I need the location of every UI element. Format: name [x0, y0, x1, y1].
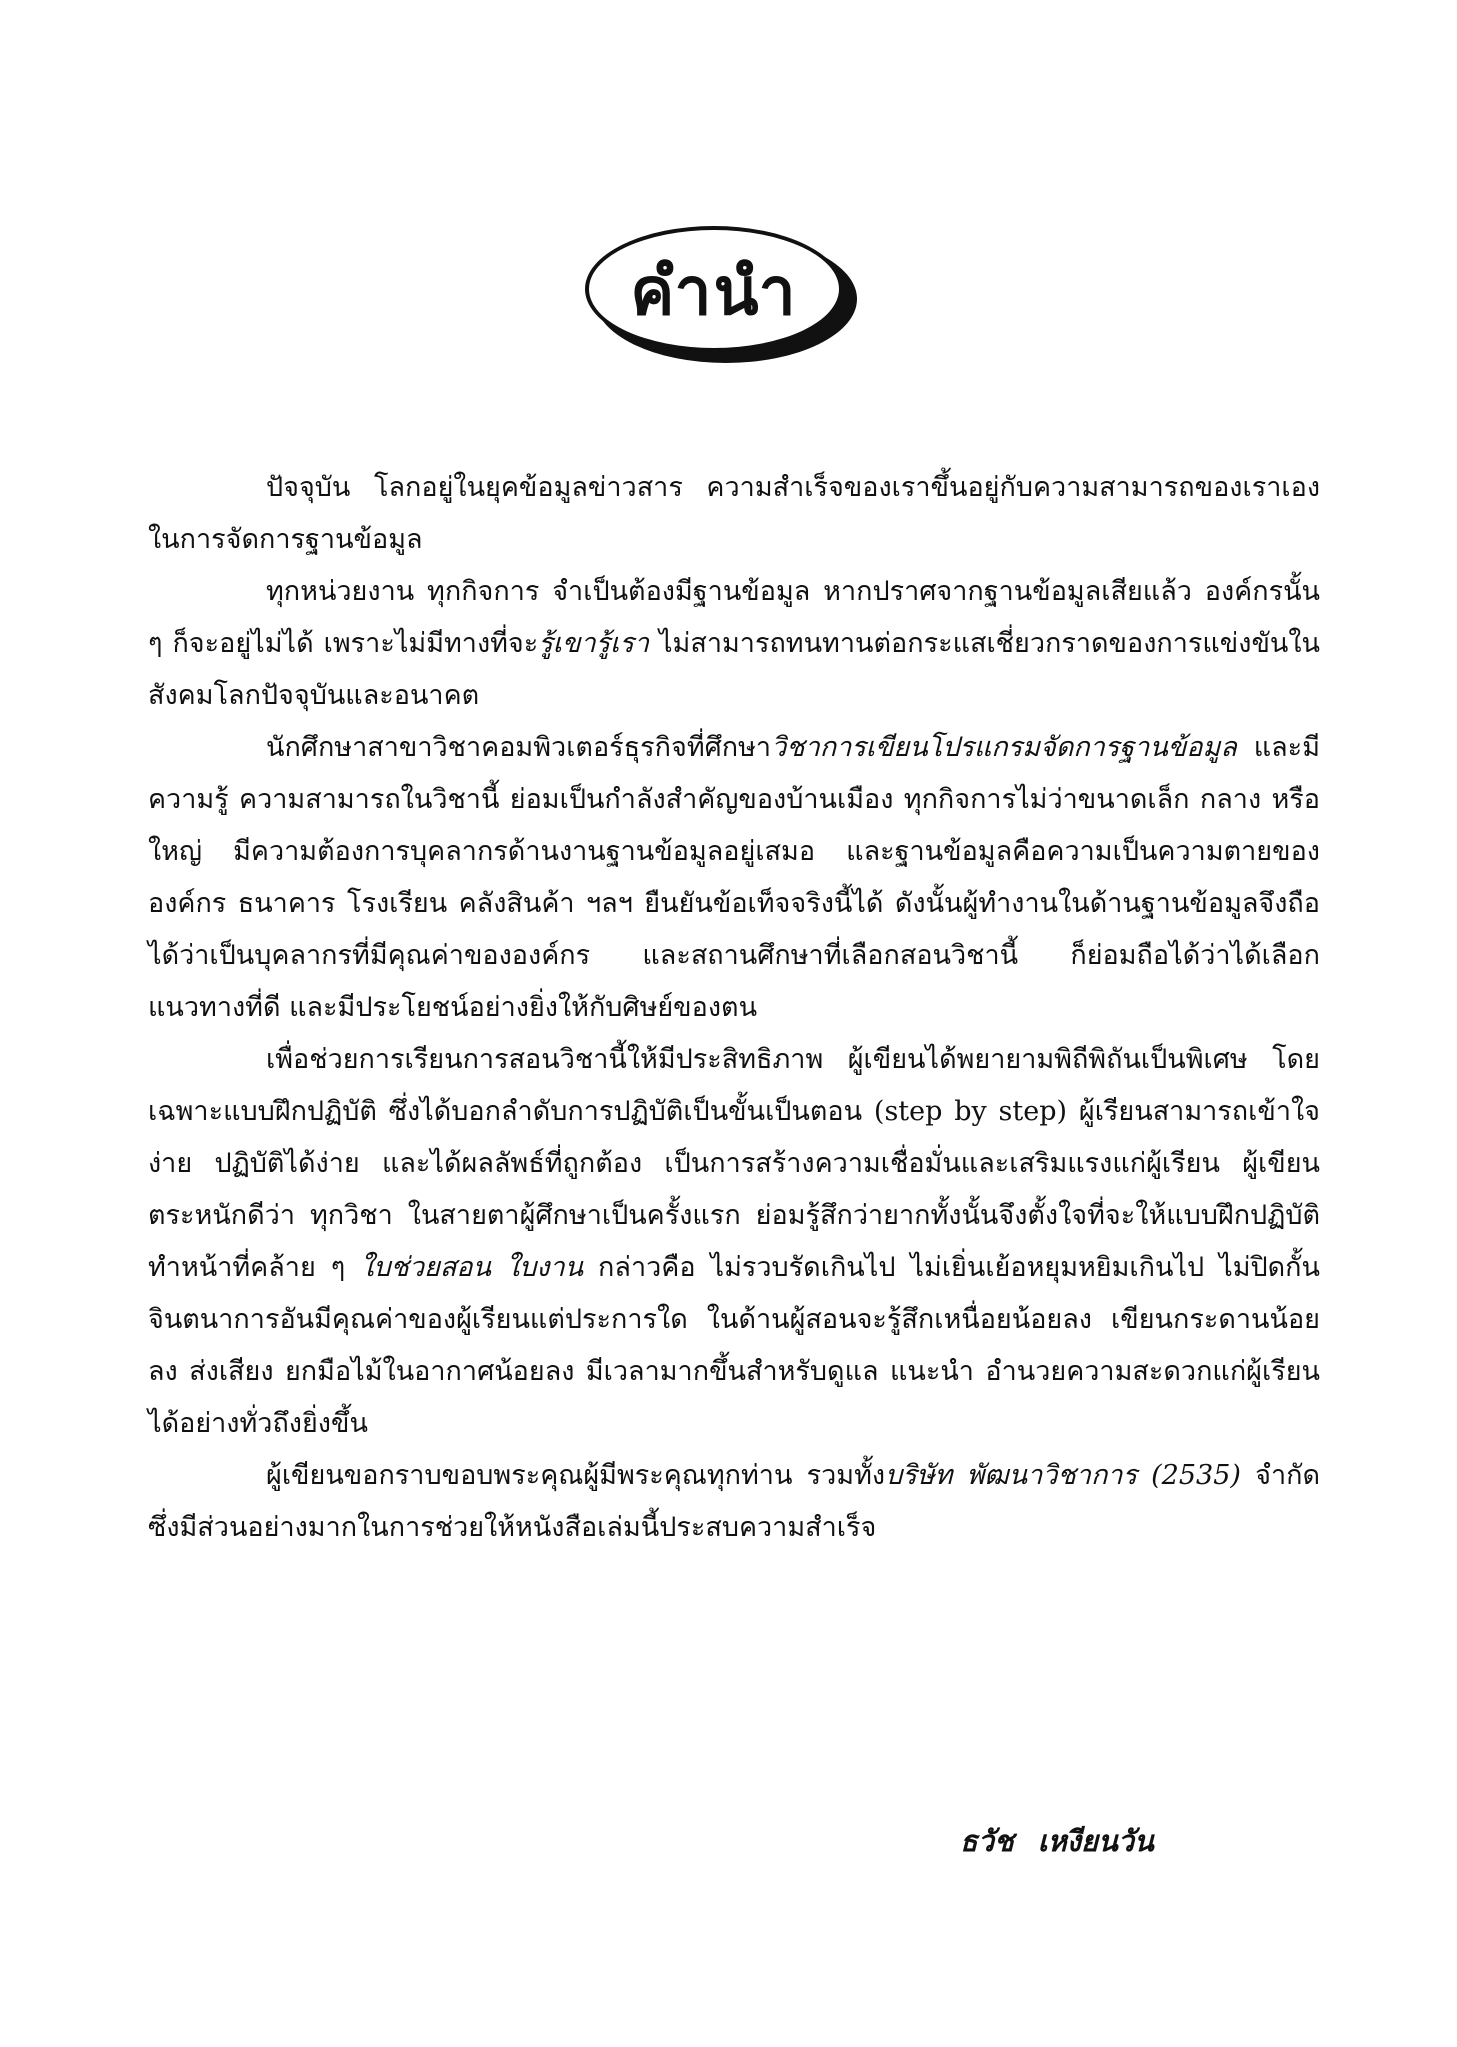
paragraph-text: ทุกหน่วยงาน ทุกกิจการ จำเป็นต้องมีฐานข้อมูล หากปราศจากฐานข้อมูลเสียแล้ว องค์กรนั้น ๆ ก็จะอยู่ไม่ได้ เพราะไม่มีทางที่จะ [148, 576, 1320, 659]
emphasized-text: ใบช่วยสอน ใบงาน [360, 1252, 584, 1283]
emphasized-text: วิชาการเขียนโปรแกรมจัดการฐานข้อมูล [771, 732, 1237, 763]
paragraph-text: เพื่อช่วยการเรียนการสอนวิชานี้ให้มีประสิทธิภาพ ผู้เขียนได้พยายามพิถีพิถันเป็นพิเศษ โดยเฉพาะแบบฝึกปฏิบัติ ซึ่งได้บอกลำดับการปฏิบัติเป็นขั้นเป็นตอน (step by step) ผู้เรียนสามารถเข้าใจง่าย ปฏิบัติได้ง่าย และได้ผลลัพธ์ที่ถูกต้อง เป็นการสร้างความเชื่อมั่นและเสริมแรงแก่ผู้เรียน ผู้เขียนตระหนักดีว่า ทุกวิชา ในสายตาผู้ศึกษาเป็นครั้งแรก ย่อมรู้สึกว่ายากทั้งนั้นจึงตั้งใจที่จะให้แบบฝึกปฏิบัติทำหน้าที่คล้าย ๆ [148, 1044, 1320, 1283]
paragraph-text: นักศึกษาสาขาวิชาคอมพิวเตอร์ธุรกิจที่ศึกษา [266, 732, 772, 763]
paragraph-text: ไม่สามารถทนทานต่อกระแสเชี่ยวกราดของการแข่งขันในสังคมโลกปัจจุบันและอนาคต [148, 628, 1321, 711]
emphasized-text: บริษัท พัฒนาวิชาการ (2535) [885, 1460, 1241, 1491]
paragraph-3 [148, 722, 1320, 1034]
paragraph-text: กล่าวคือ ไม่รวบรัดเกินไป ไม่เยิ่นเย้อหยุมหยิมเกินไป ไม่ปิดกั้นจินตนาการอันมีคุณค่าของผู้เรียนแต่ประการใด ในด้านผู้สอนจะรู้สึกเหนื่อยน้อยลง เขียนกระดานน้อยลง ส่งเสียง ยกมือไม้ในอากาศน้อยลง มีเวลามากขึ้นสำหรับดูแล แนะนำ อำนวยความสะดวกแก่ผู้เรียนได้อย่างทั่วถึงยิ่งขึ้น [148, 1252, 1320, 1439]
paragraph-5 [148, 1450, 1320, 1554]
paragraph-text: ผู้เขียนขอกราบขอบพระคุณผู้มีพระคุณทุกท่าน รวมทั้ง [266, 1460, 886, 1491]
title-oval [585, 226, 843, 352]
paragraph-text: จำกัด ซึ่งมีส่วนอย่างมากในการช่วยให้หนังสือเล่มนี้ประสบความสำเร็จ [148, 1460, 1320, 1543]
title-emblem [585, 226, 865, 368]
author-signature: ธวัช เหงียนวัน [960, 1824, 1154, 1858]
paragraph-text: ปัจจุบัน โลกอยู่ในยุคข้อมูลข่าวสาร ความสำเร็จของเราขึ้นอยู่กับความสามารถของเราเอง ในการจัดการฐานข้อมูล [148, 472, 1320, 555]
preface-body [148, 462, 1320, 1554]
paragraph-1 [148, 462, 1320, 566]
paragraph-2 [148, 566, 1320, 722]
page-title: คำนำ [630, 253, 798, 330]
emphasized-text: รู้เขารู้เรา [538, 628, 650, 659]
paragraph-text: และมีความรู้ ความสามารถในวิชานี้ ย่อมเป็นกำลังสำคัญของบ้านเมือง ทุกกิจการไม่ว่าขนาดเล็ก กลาง หรือใหญ่ มีความต้องการบุคลากรด้านงานฐานข้อมูลอยู่เสมอ และฐานข้อมูลคือความเป็นความตายขององค์กร ธนาคาร โรงเรียน คลังสินค้า ฯลฯ ยืนยันข้อเท็จจริงนี้ได้ ดังนั้นผู้ทำงานในด้านฐานข้อมูลจึงถือได้ว่าเป็นบุคลากรที่มีคุณค่าขององค์กร และสถานศึกษาที่เลือกสอนวิชานี้ ก็ย่อมถือได้ว่าได้เลือกแนวทางที่ดี และมีประโยชน์อย่างยิ่งให้กับศิษย์ของตน [148, 732, 1320, 1023]
paragraph-4 [148, 1034, 1320, 1450]
